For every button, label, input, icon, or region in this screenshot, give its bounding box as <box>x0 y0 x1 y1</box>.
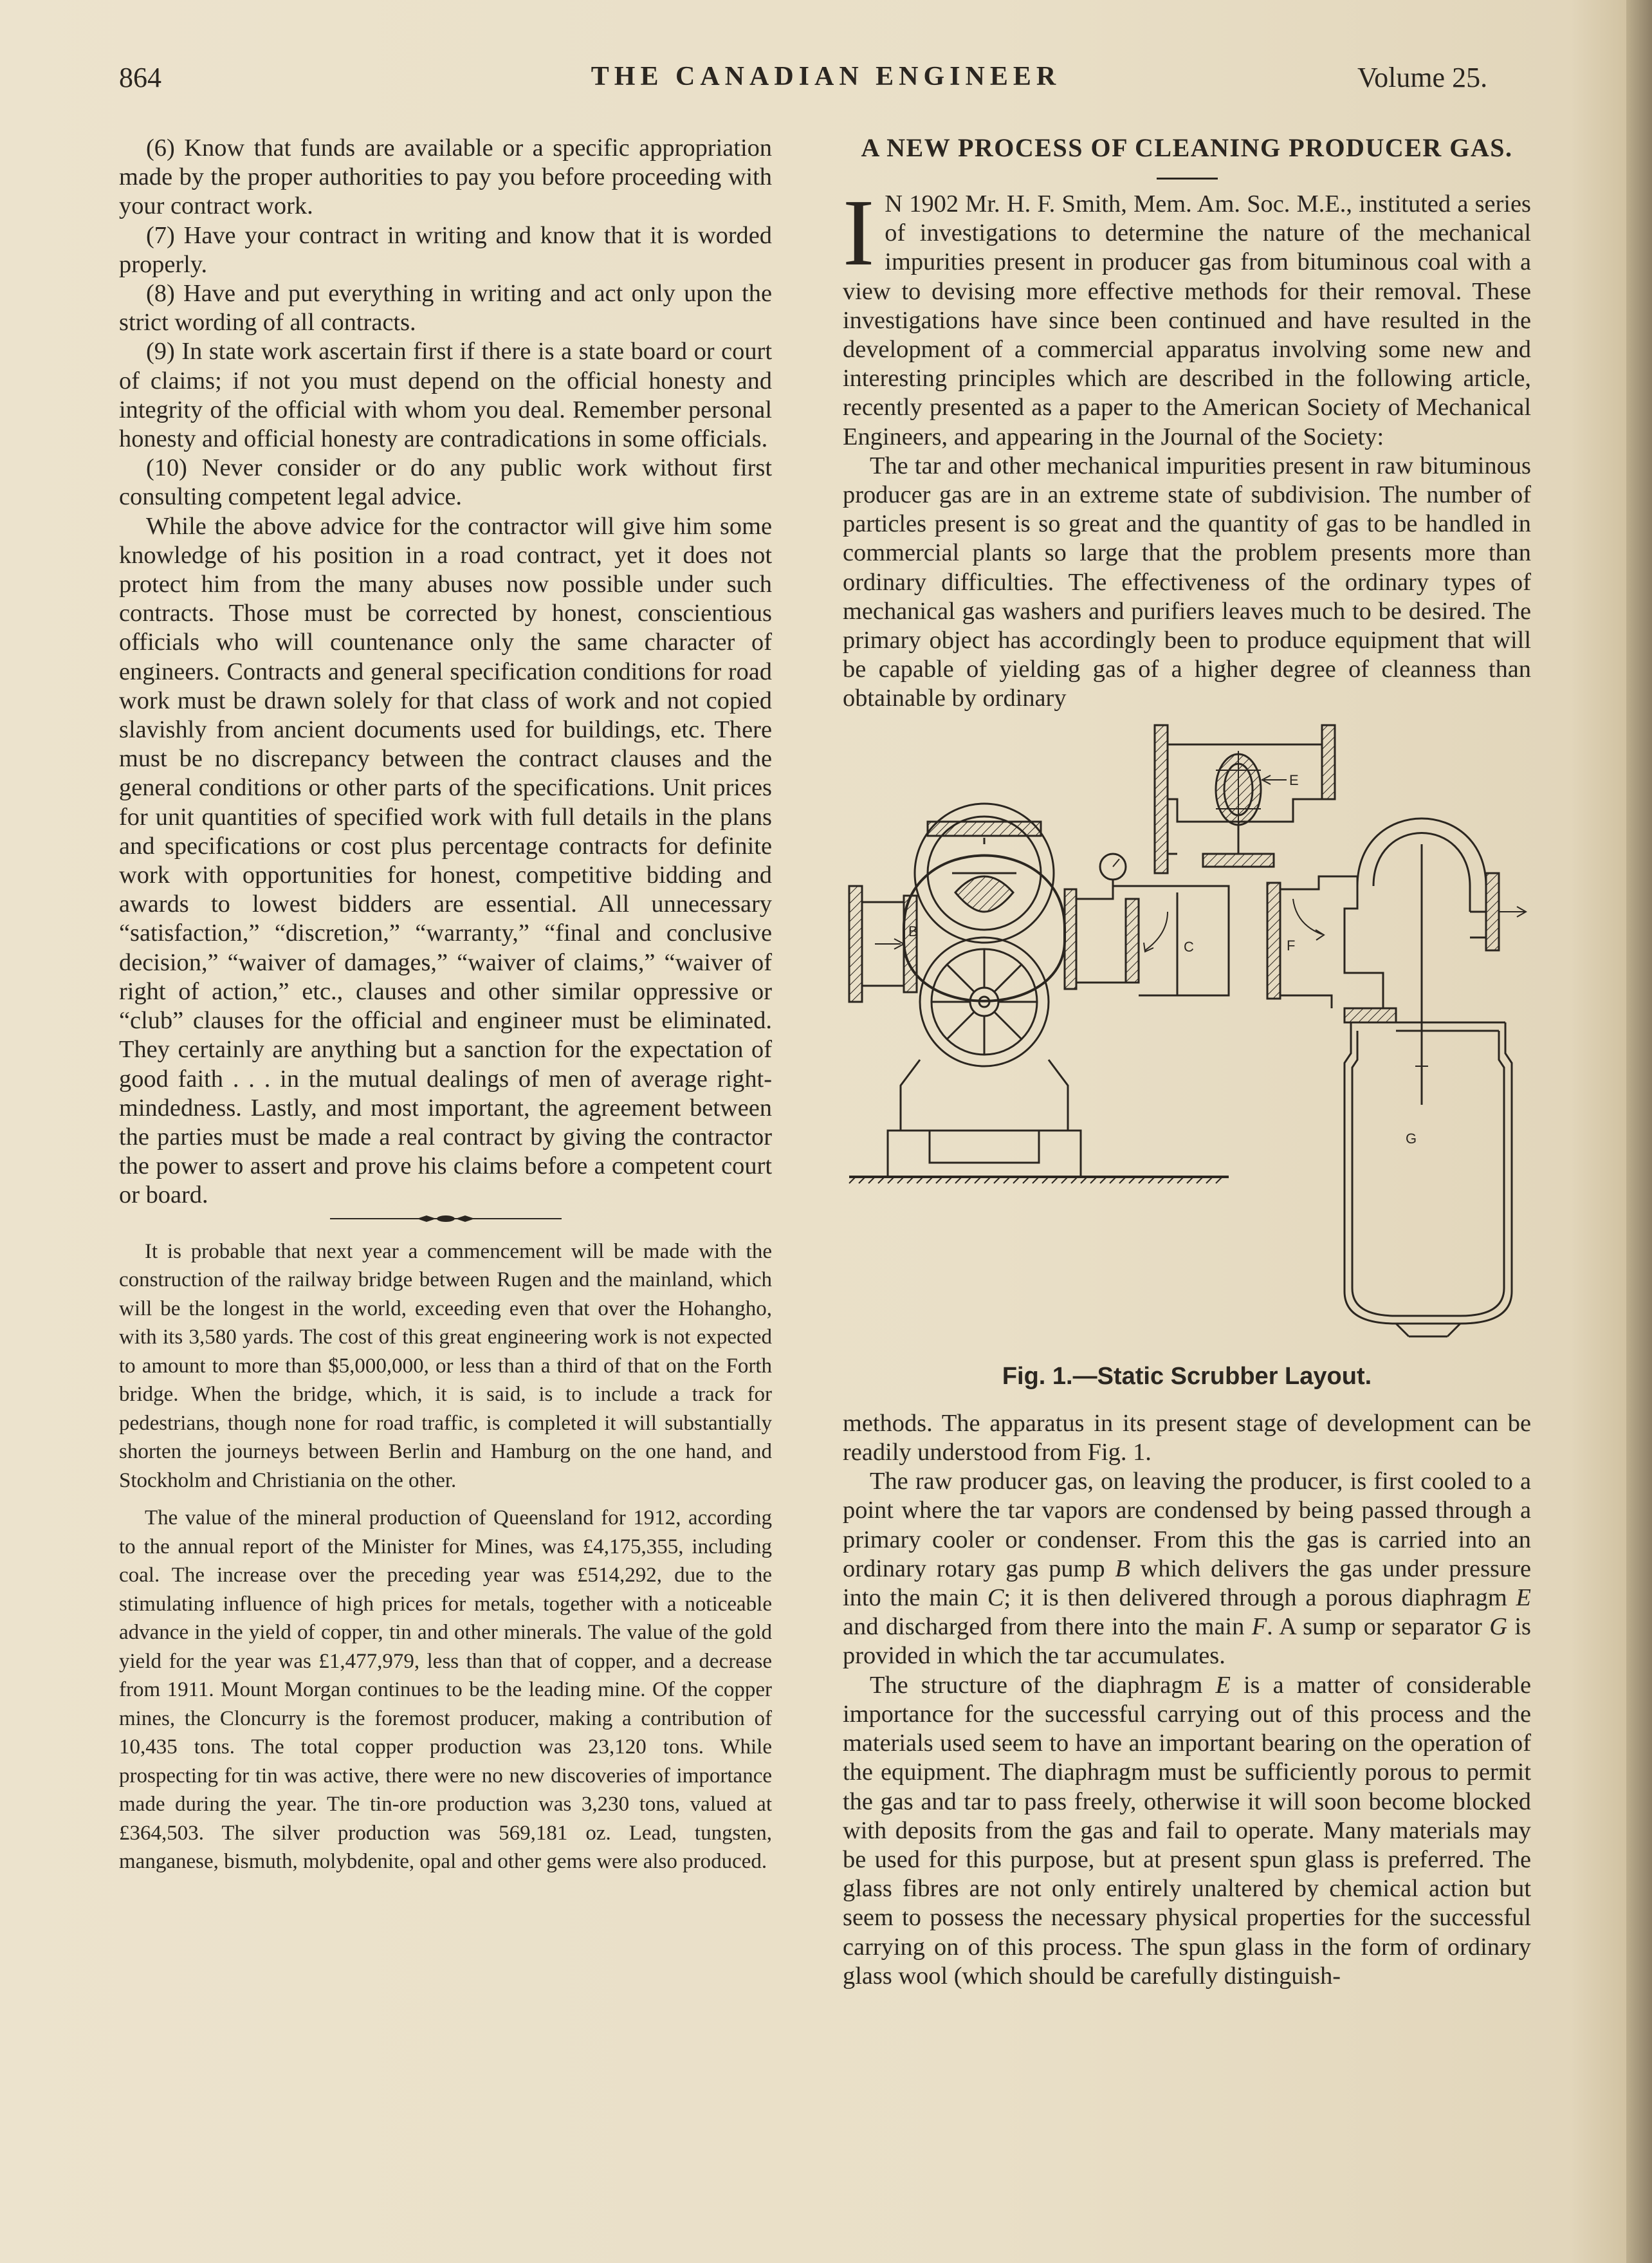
news-note: The value of the mineral production of Queensland for 1912, according to the annual report of the Minister for Mines, was £4,175,355, including coal. The increase over the preceding year was £514,292, due to the stimulating influence of high prices for metals, together with a noticeable advance in the yield of copper, tin and other minerals. The value of the gold yield for the year was £1,477,979, less than that of copper, and a decrease from 1911. Mount Morgan continues to be the leading mine. Of the copper mines, the Cloncurry is the foremost producer, making a contribution of 10,435 tons. The total copper production was 23,120 tons. While prospecting for tin was active, there were no new discoveries of importance made during the year. The tin-ore production was 3,230 tons, valued at £364,503. The silver production was 569,181 oz. Lead, tungsten, manganese, bismuth, molybdenite, opal and other gems were also produced. <box>119 1506 772 1874</box>
figure-static-scrubber <box>843 719 1531 1362</box>
paragraph: The tar and other mechanical impurities present in raw bituminous producer gas are in an extreme state of subdivision. The number of particles present is so great and the quantity of gas to be handled in commercial plants so large that the problem presents more than ordinary difficulties. The effectiveness of the ordinary types of mechanical gas washers and purifiers leaves much to be desired. The primary object has accordingly been to produce equipment that will be capable of yielding gas of a higher degree of cleanness than obtainable by ordinary <box>843 452 1531 712</box>
journal-title: THE CANADIAN ENGINEER <box>591 62 1061 91</box>
figure-caption: Fig. 1.—Static Scrubber Layout. <box>1002 1362 1372 1390</box>
news-note: It is probable that next year a commencement will be made with the construction of the railway bridge between Rugen and the mainland, which will be the longest in the world, exceeding even that over the Hohangho, with its 3,580 yards. The cost of this great engineering work is not expected to amount to more than $5,000,000, or less than a third of that on the Forth bridge. When the bridge, which, it is said, is to include a track for pedestrians, though none for road traffic, is completed it will substantially shorten the journeys between Berlin and Hamburg on the one hand, and Stockholm and Christiania on the other. <box>119 1239 772 1492</box>
scrubber-diagram <box>843 719 1531 1362</box>
main-c <box>1065 886 1229 995</box>
paragraph: (10) Never consider or do any public work without first consulting competent legal advice. <box>119 454 772 511</box>
article-title: A NEW PROCESS OF CLEANING PRODUCER GAS. <box>861 133 1513 162</box>
title-rule <box>1157 178 1218 180</box>
paragraph: N 1902 Mr. H. F. Smith, Mem. Am. Soc. M.E., instituted a series of investigations to determine the nature of the mechanical impurities present in producer gas from bituminous coal with a view to devising more effective methods for their removal. These investigations have since been continued and have resulted in the development of a commercial apparatus involving some new and interesting principles which are described in the following article, recently presented as a paper to the American Society of Mechanical Engineers, and appearing in the Journal of the Society: <box>843 190 1531 450</box>
page-edge <box>1626 0 1652 2263</box>
diaphragm-housing-e <box>1155 725 1335 873</box>
ornament-divider <box>119 1214 772 1223</box>
label-c: C <box>1184 938 1194 955</box>
paragraph: (6) Know that funds are available or a specific appropriation made by the proper authorities to pay you before proceeding with your contract work. <box>119 134 772 220</box>
paragraph: The structure of the diaphragm E is a matter of considerable importance for the successful carrying out of this process and the materials used seem to have an important bearing on the operation of the equipment. The diaphragm must be sufficiently porous to permit the gas and tar to pass freely, otherwise it will soon become blocked with deposits from the gas and fail to operate. Many materials may be used for this purpose, but at present spun glass is preferred. The glass fibres are not only entirely unaltered by chemical action but seem to possess the necessary physical properties for the successful carrying on of this process. The spun glass in the form of ordinary glass wool (which should be carefully distinguish- <box>843 1671 1531 1990</box>
paragraph: (7) Have your contract in writing and know that it is worded properly. <box>119 221 772 278</box>
main-f <box>1267 818 1526 1105</box>
paragraph: (9) In state work ascertain first if there is a state board or court of claims; if not you must depend on the official honesty and integrity of the official with whom you deal. Remember personal honesty and official honesty are contradications in some officials. <box>119 338 772 453</box>
drop-cap: I <box>843 180 875 286</box>
volume-label: Volume 25. <box>1357 62 1488 93</box>
label-f: F <box>1287 937 1296 954</box>
intro-block <box>843 180 1531 452</box>
paragraph: While the above advice for the contractor will give him some knowledge of his position in a road contract, yet it does not protect him from the many abuses now possible under such contracts. Those must be corrected by honest, conscientious officials who will countenance only the same character of engineers. Contracts and general specification conditions for road work must be drawn solely for that class of work and not copied slavishly from ancient documents used for buildings, etc. There must be no discrepancy between the contract clauses and the general conditions or other parts of the specifications. Unit prices for unit quantities of specified work with full details in the plans and specifications or cost plus percentage contracts for definite work with opportunities for honest, competitive bidding and awards to lowest bidders are essential. All unnecessary “satisfaction,” “discretion,” “warranty,” “final and conclusive decision,” “waiver of damages,” “waiver of claims,” “waiver of right of action,” etc., clauses and other similar oppressive or “club” clauses for the official and engineer must be eliminated. They certainly are anything but a sanction for the expectation of good faith . . . in the mutual dealings of men of average right-mindedness. Lastly, and most important, the agreement between the parties must be made a real contract by giving the contractor the power to assert and prove his claims before a competent court or board. <box>119 512 772 1209</box>
paragraph: methods. The apparatus in its present stage of development can be readily understood from Fig. 1. <box>843 1409 1531 1466</box>
left-column <box>119 134 772 1876</box>
news-notes <box>119 1237 772 1876</box>
label-e: E <box>1289 771 1299 788</box>
paragraph: The raw producer gas, on leaving the producer, is first cooled to a point where the tar vapors are condensed by being passed through a primary cooler or condenser. From this the gas is carried into an ordinary rotary gas pump B which delivers the gas under pressure into the main C; it is then delivered through a porous diaphragm E and discharged from there into the main F. A sump or separator G is provided in which the tar accumulates. <box>843 1468 1532 1670</box>
separator-g <box>1345 1008 1512 1336</box>
inlet-pipe <box>849 886 917 1002</box>
paragraph: (8) Have and put everything in writing and act only upon the strict wording of all contracts. <box>119 280 772 337</box>
page-number: 864 <box>119 62 161 93</box>
label-b: B <box>908 923 918 939</box>
right-column <box>843 134 1531 1991</box>
label-g: G <box>1406 1130 1417 1147</box>
